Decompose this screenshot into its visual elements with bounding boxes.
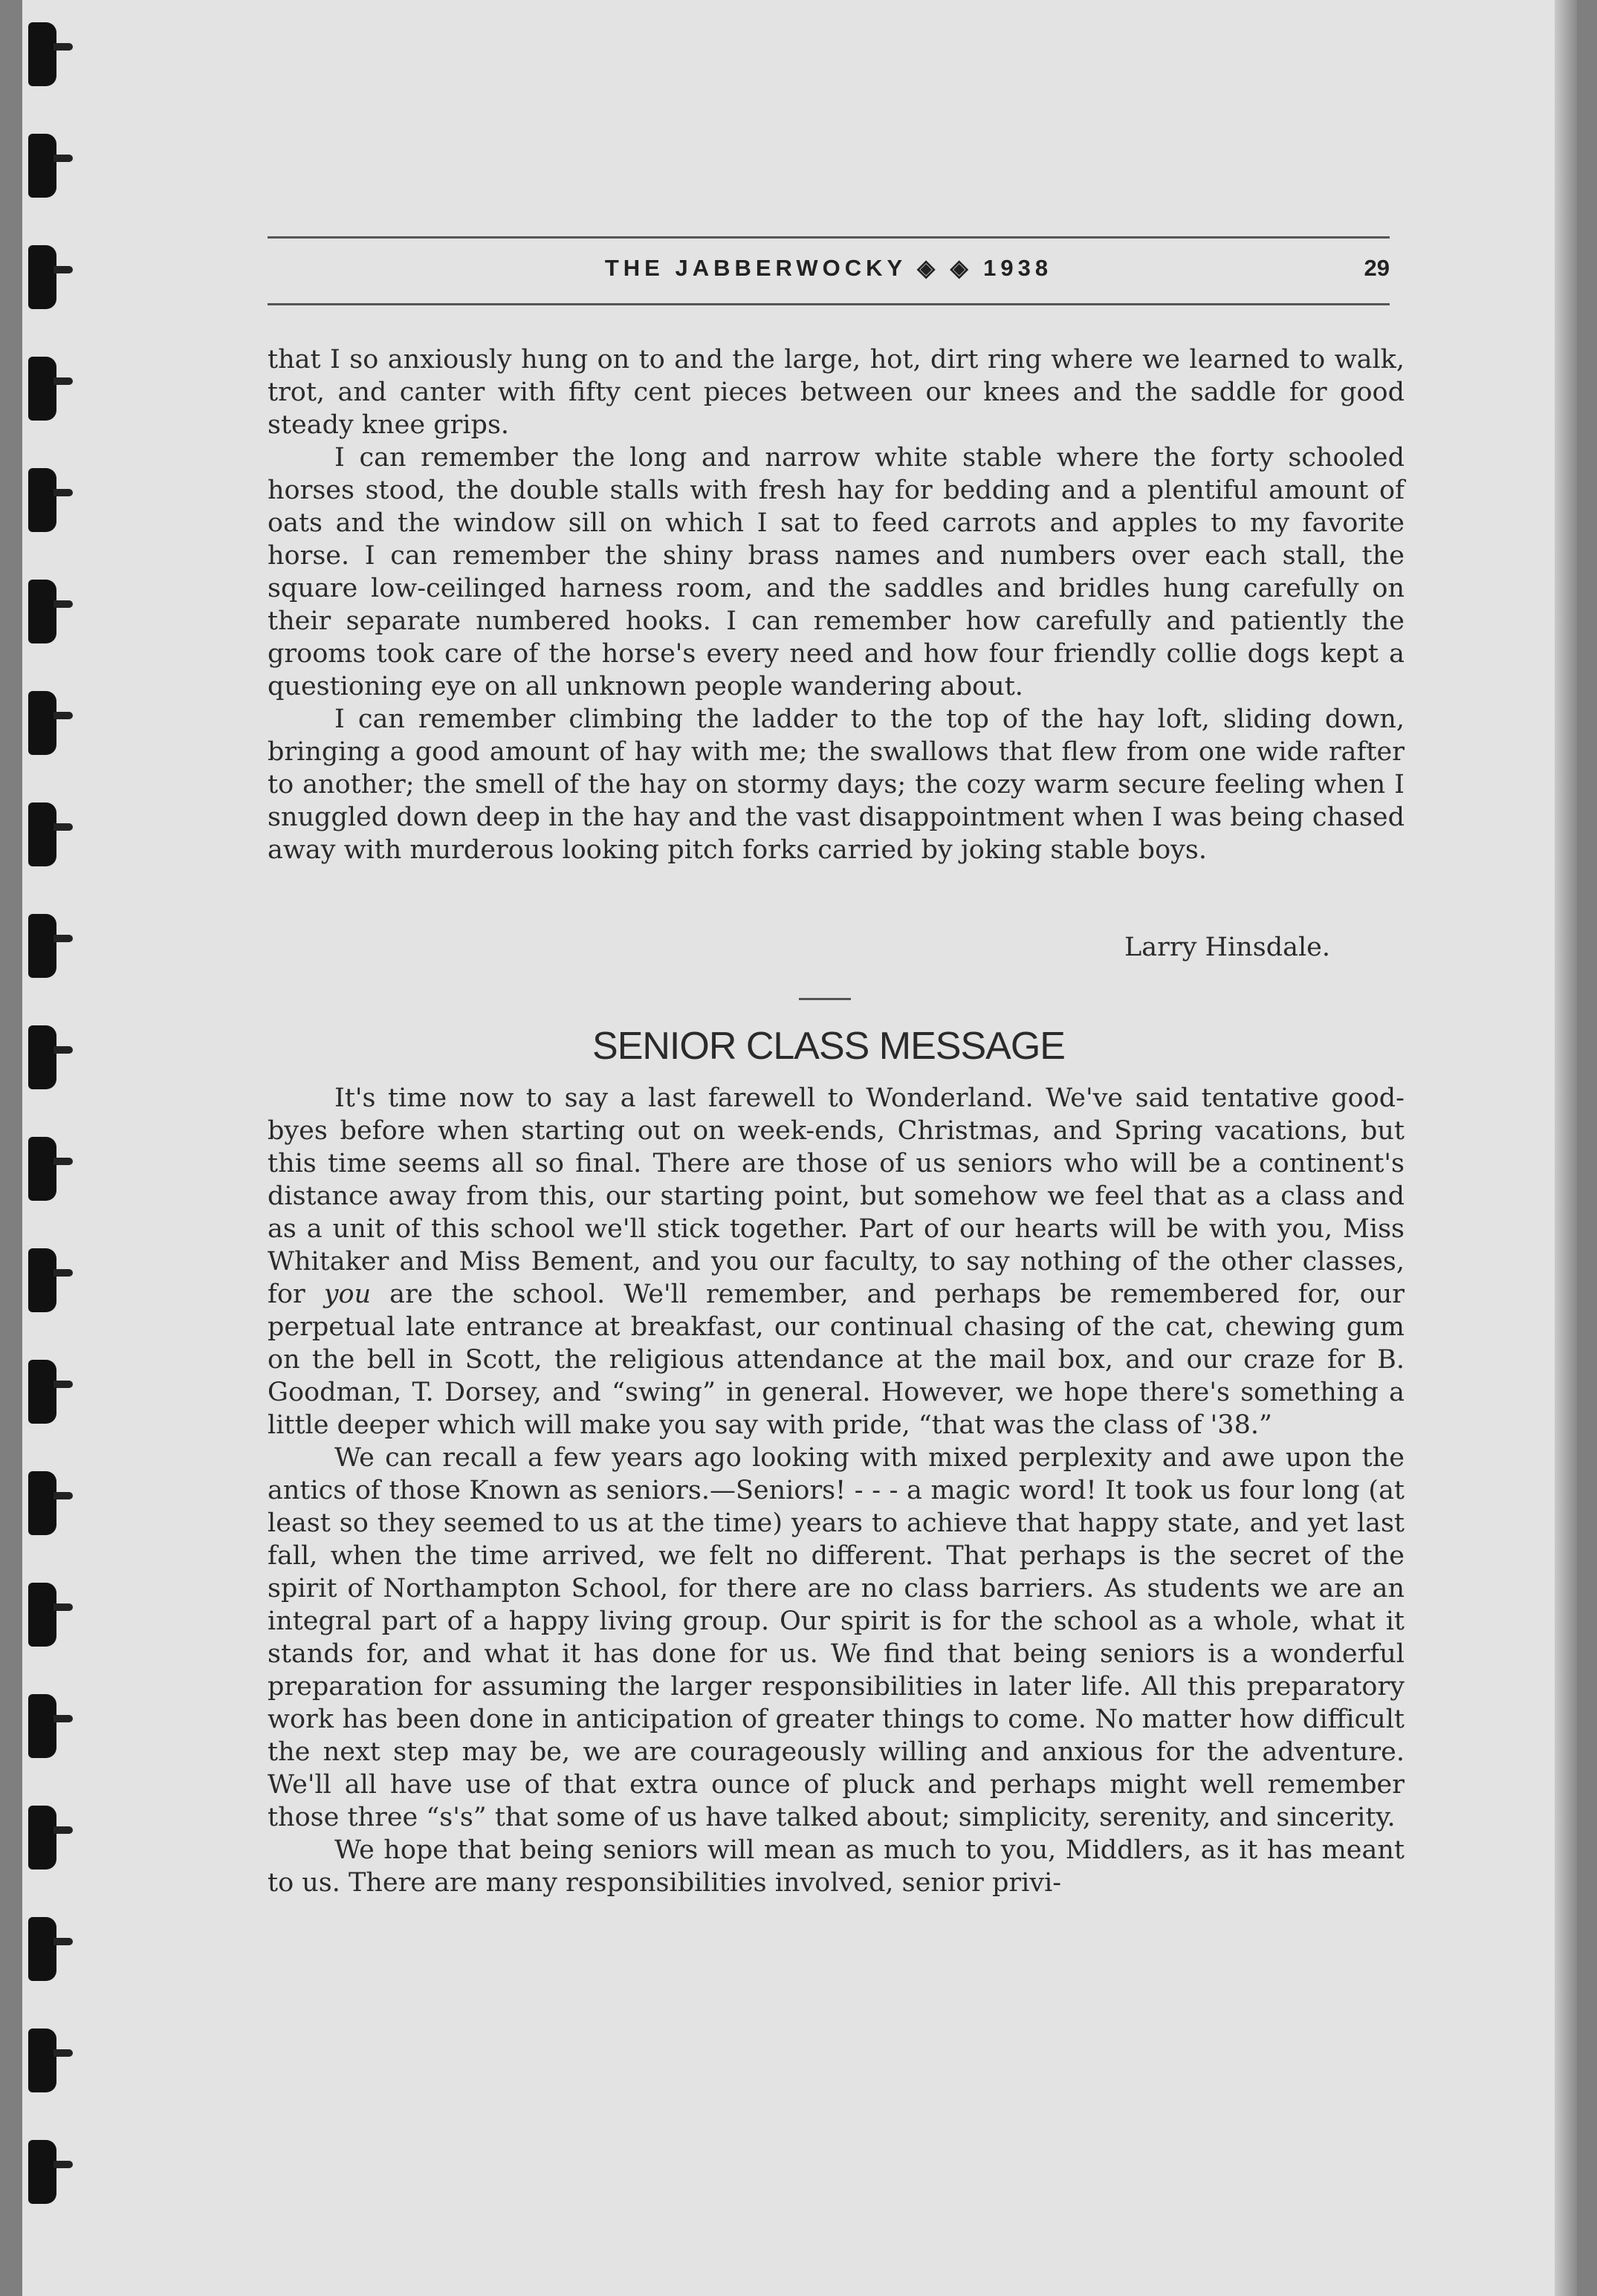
section-heading: SENIOR CLASS MESSAGE xyxy=(592,1025,1065,1068)
article-body xyxy=(268,343,1405,866)
binding-coil xyxy=(28,802,56,866)
binding-coil xyxy=(28,1471,56,1535)
binding-coil xyxy=(28,2140,56,2204)
publication-title: THE JABBERWOCKY ◈ ◈ 1938 xyxy=(604,255,1053,281)
binding-coil xyxy=(28,134,56,198)
paragraph-text: are the school. We'll remember, and perhaps be remembered for, our perpetual late entrance at breakfast, our continual chasing of the cat, chewing gum on the bell in Scott, the religious attendance at the mail box, and our craze for B. Goodman, T. Dorsey, and “swing” in general. However, we hope there's something a little deeper which will make you say with pride, “that was the class of '38.” xyxy=(268,1280,1405,1440)
binding-coil xyxy=(28,468,56,532)
binding-coil xyxy=(28,1917,56,1981)
paragraph-text: It's time now to say a last farewell to Wonderland. We've said tentative good-byes before when starting out on week-ends, Christmas, and Spring vacations, but this time seems all so final. There are those of us seniors who will be a continent's distance away from this, our starting point, but somehow we feel that as a class and as a unit of this school we'll stick together. Part of our hearts will be with you, Miss Whitaker and Miss Bement, and you our faculty, to say nothing of the other classes, for xyxy=(268,1083,1405,1309)
binding-coil xyxy=(28,1137,56,1201)
author-signature: Larry Hinsdale. xyxy=(1124,933,1330,962)
header-rule-bottom xyxy=(268,303,1390,305)
binding-coil xyxy=(28,245,56,309)
header-rule-top xyxy=(268,236,1390,239)
paragraph: We hope that being seniors will mean as much to you, Middlers, as it has meant to us. There are many responsibilities involved, senior privi- xyxy=(268,1835,1405,1898)
binding-coil xyxy=(28,357,56,421)
paragraph: I can remember the long and narrow white stable where the forty schooled horses stood, the double stalls with fresh hay for bedding and a plentiful amount of oats and the window sill on which I sat to feed carrots and apples to my favorite horse. I can remember the shiny brass names and numbers over each stall, the square low-ceilinged harness room, and the saddles and bridles hung carefully on their separate numbered hooks. I can remember how carefully and patiently the grooms took care of the horse's every need and how four friendly collie dogs kept a questioning eye on all unknown people wandering about. xyxy=(268,443,1405,701)
paragraph: that I so anxiously hung on to and the large, hot, dirt ring where we learned to walk, trot, and canter with fifty cent pieces between our knees and the saddle for good steady knee grips. xyxy=(268,345,1405,440)
page-edge xyxy=(1555,0,1577,2296)
binding-coil xyxy=(28,1694,56,1758)
binding-coil xyxy=(28,1248,56,1312)
paragraph: I can remember climbing the ladder to the top of the hay loft, sliding down, bringing a good amount of hay with me; the swallows that flew from one wide rafter to another; the smell of the hay on stormy days; the cozy warm secure feeling when I snuggled down deep in the hay and the vast disappointment when I was being chased away with murderous looking pitch forks carried by joking stable boys. xyxy=(268,704,1405,865)
binding-coil xyxy=(28,1806,56,1869)
spiral-binding xyxy=(22,0,67,2296)
binding-coil xyxy=(28,2029,56,2092)
binding-coil xyxy=(28,580,56,643)
senior-message-body xyxy=(268,1082,1405,1899)
page-number: 29 xyxy=(1364,255,1390,281)
page xyxy=(22,0,1577,2296)
emphasis-text: you xyxy=(323,1280,372,1309)
binding-coil xyxy=(28,1025,56,1089)
running-header xyxy=(268,255,1390,289)
paragraph: We can recall a few years ago looking with mixed perplexity and awe upon the antics of those Known as seniors.—Seniors! - - - a magic word! It took us four long (at least so they seemed to us at the time) years to achieve that happy state, and yet last fall, when the time arrived, we felt no different. That perhaps is the secret of the spirit of Northampton School, for there are no class barriers. As students we are an integral part of a happy living group. Our spirit is for the school as a whole, what it stands for, and what it has done for us. We find that being seniors is a wonderful preparation for assuming the larger responsibilities in later life. All this preparatory work has been done in anticipation of greater things to come. No matter how difficult the next step may be, we are courageously willing and anxious for the adventure. We'll all have use of that extra ounce of pluck and perhaps might well remember those three “s's” that some of us have talked about; simplicity, serenity, and sincerity. xyxy=(268,1443,1405,1832)
section-divider xyxy=(799,998,851,1000)
binding-coil xyxy=(28,1583,56,1647)
binding-coil xyxy=(28,1360,56,1424)
paragraph xyxy=(268,1082,1405,1442)
binding-coil xyxy=(28,691,56,755)
binding-coil xyxy=(28,22,56,86)
binding-coil xyxy=(28,914,56,978)
